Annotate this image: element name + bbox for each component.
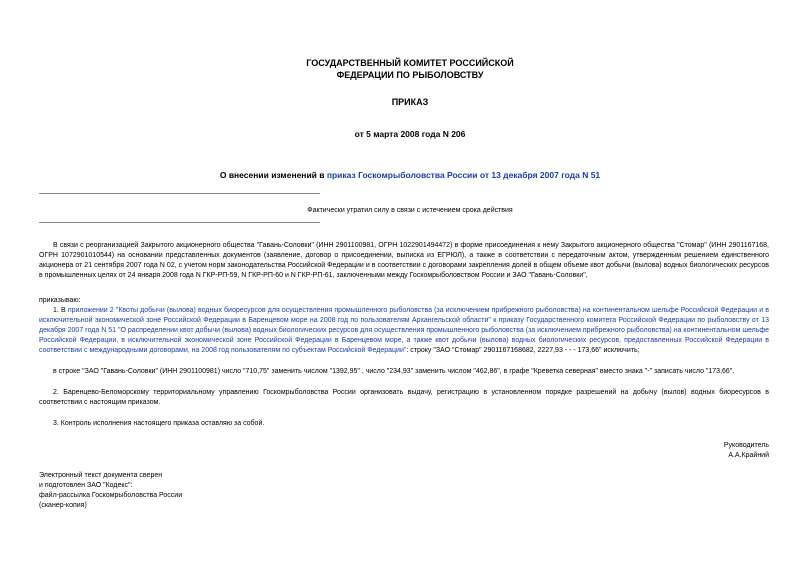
subject-prefix: О внесении изменений в (219, 170, 327, 180)
divider-top (39, 193, 320, 194)
signature-block (569, 441, 769, 461)
authority-line-1: ГОСУДАРСТВЕННЫЙ КОМИТЕТ РОССИЙСКОЙ (306, 58, 514, 68)
footer-note-line-1: Электронный текст документа сверен (39, 472, 163, 479)
document-subject (150, 169, 670, 181)
status-note: Фактически утратил силу в связи с истечением срока действия (307, 207, 513, 214)
item-1-prefix: 1. В (53, 307, 68, 314)
item-1-link[interactable]: приложении 2 "Квоты добычи (вылова) водных биоресурсов для осуществления промышленного рыболовства (за исключением прибрежного рыболовства) на континентальном шельфе Российской Федерации и в исключительной экономической зоне Российской Федерации в Баренцевом море на 2008 год по пользователям Архангельской области" к приказу Государственного комитета Российской Федерации по рыболовству от 13 декабря 2007 года N 51 "О распределении квот добычи (вылова) водных биологических ресурсов для осуществления промышленного рыболовства (за исключением прибрежного рыболовства) на континентальном шельфе Российской Федерации, в исключительной экономической зоне Российской Федерации в Баренцевом море, а также квот добычи (вылова) водных биологических ресурсов, предоставленных Российской Федерации в соответствии с международными договорами, на 2008 год пользователям по субъектам Российской Федерации" (39, 307, 769, 354)
document-type: ПРИКАЗ (391, 97, 429, 107)
signatory-name: А.А.Крайний (728, 451, 769, 459)
document-date-number: от 5 марта 2008 года N 206 (354, 129, 466, 139)
footer-note-line-2: и подготовлен ЗАО "Кодекс": (39, 481, 133, 489)
footer-note-line-4: (сканер-копия) (39, 501, 87, 509)
item-1-suffix: : строку "ЗАО "Стомар" 2901167168682, 2227,93 - - - 173,66" исключить; (406, 346, 640, 354)
item-3: 3. Контроль исполнения настоящего приказа оставляю за собой. (53, 420, 265, 427)
footer-note-line-3: файл-рассылка Госкомрыболовства России (39, 491, 183, 499)
subject-link[interactable]: приказ Госкомрыболовства России от 13 декабря 2007 года N 51 (326, 170, 601, 180)
item-2: 2. Баренцево-Беломорскому территориальному управлению Госкомрыболовства России организовать выдачу, регистрацию в установленном порядке разрешений на добычу (вылов) водных биоресурсов в соответствии с настоящим приказом. (39, 389, 769, 406)
issuing-authority (230, 57, 590, 81)
item-1 (39, 306, 769, 356)
item-1-continuation: в строке "ЗАО "Гавань-Соловки" (ИНН 2901100981) число "710,75" заменить числом "1392,95" , число "234,93" заменить числом "462,86", в графе "Креветка северная" вместо знака "-" записать число "173,66". (53, 368, 735, 375)
intro-paragraph: В связи с реорганизацией Закрытого акционерного общества "Гавань-Соловки" (ИНН 2901100981, ОГРН 1022901494472) в форме присоединения к нему Закрытого акционерного общества "Стомар" (ИНН 2901167168, ОГРН 1072901010544) на основании представленных документов (заявление, договор о присоединении, выписка из ЕГРЮЛ), а также в соответствии с передаточным актом, утвержденным решением единственного акционера от 21 сентября 2007 года N 02, с учетом норм законодательства Российской Федерации и в соответствии с договорами закрепления долей в общем объеме квот добычи (вылова) водных биологических ресурсов в промышленных целях от 24 января 2008 года N ГКР-РП-59, N ГКР-РП-60 и N ГКР-РП-61, заключенными между Госкомрыболовством России и ЗАО "Гавань-Соловки", (39, 242, 769, 279)
divider-bottom (39, 222, 320, 223)
signatory-title: Руководитель (723, 442, 769, 449)
order-word: приказываю: (39, 297, 81, 304)
authority-line-2: ФЕДЕРАЦИИ ПО РЫБОЛОВСТВУ (336, 70, 484, 81)
footer-note (39, 471, 299, 511)
